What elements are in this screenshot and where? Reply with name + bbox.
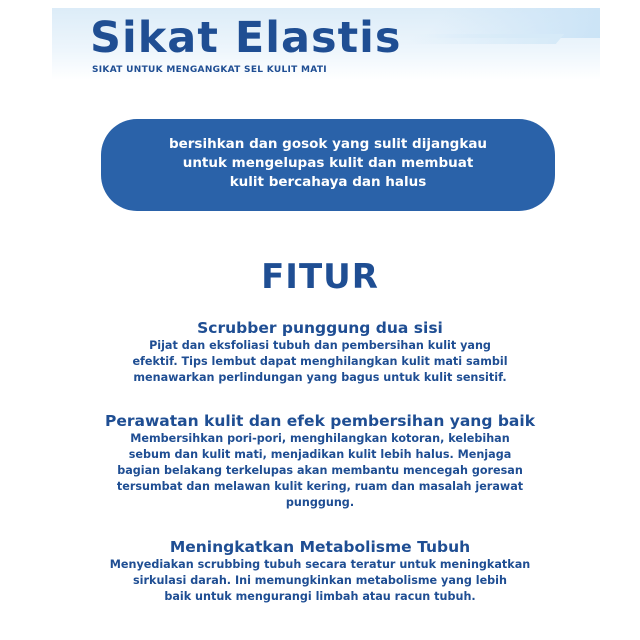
tagline-line: bersihkan dan gosok yang sulit dijangkau	[168, 136, 488, 152]
feature-back-scrubber	[0, 318, 640, 386]
feature-heading: Scrubber punggung dua sisi	[197, 319, 443, 337]
feature-description-line: tersumbat dan melawan kulit kering, ruam dan masalah jerawat	[116, 480, 524, 493]
section-title-features: FITUR	[261, 257, 379, 297]
product-subtitle: SIKAT UNTUK MENGANGKAT SEL KULIT MATI	[92, 65, 327, 75]
feature-description-line: Menyediakan scrubbing tubuh secara teratur untuk meningkatkan	[109, 558, 531, 571]
feature-skin-care	[0, 411, 640, 511]
feature-description-line: efektif. Tips lembut dapat menghilangkan kulit mati sambil	[132, 355, 508, 368]
tagline-banner	[101, 119, 555, 211]
feature-heading: Perawatan kulit dan efek pembersihan yang baik	[104, 412, 536, 430]
feature-description-line: Membersihkan pori-pori, menghilangkan kotoran, kelebihan	[130, 432, 510, 445]
feature-description-line: sirkulasi darah. Ini memungkinkan metabolisme yang lebih	[133, 574, 507, 587]
feature-description-line: baik untuk mengurangi limbah atau racun tubuh.	[164, 590, 476, 603]
tagline-line: kulit bercahaya dan halus	[229, 174, 427, 190]
feature-description-line: punggung.	[285, 496, 355, 509]
product-title: Sikat Elastis	[90, 13, 402, 63]
feature-heading: Meningkatkan Metabolisme Tubuh	[169, 538, 471, 556]
feature-description-line: menawarkan perlindungan yang bagus untuk kulit sensitif.	[133, 371, 507, 384]
header-decoration-stripe-small	[406, 34, 564, 44]
feature-metabolism	[0, 537, 640, 605]
feature-description-line: bagian belakang terkelupas akan membantu mencegah goresan	[117, 464, 523, 477]
feature-description-line: Pijat dan eksfoliasi tubuh dan pembersihan kulit yang	[149, 339, 491, 352]
feature-description-line: sebum dan kulit mati, menjadikan kulit lebih halus. Menjaga	[128, 448, 512, 461]
tagline-line: untuk mengelupas kulit dan membuat	[182, 155, 474, 171]
